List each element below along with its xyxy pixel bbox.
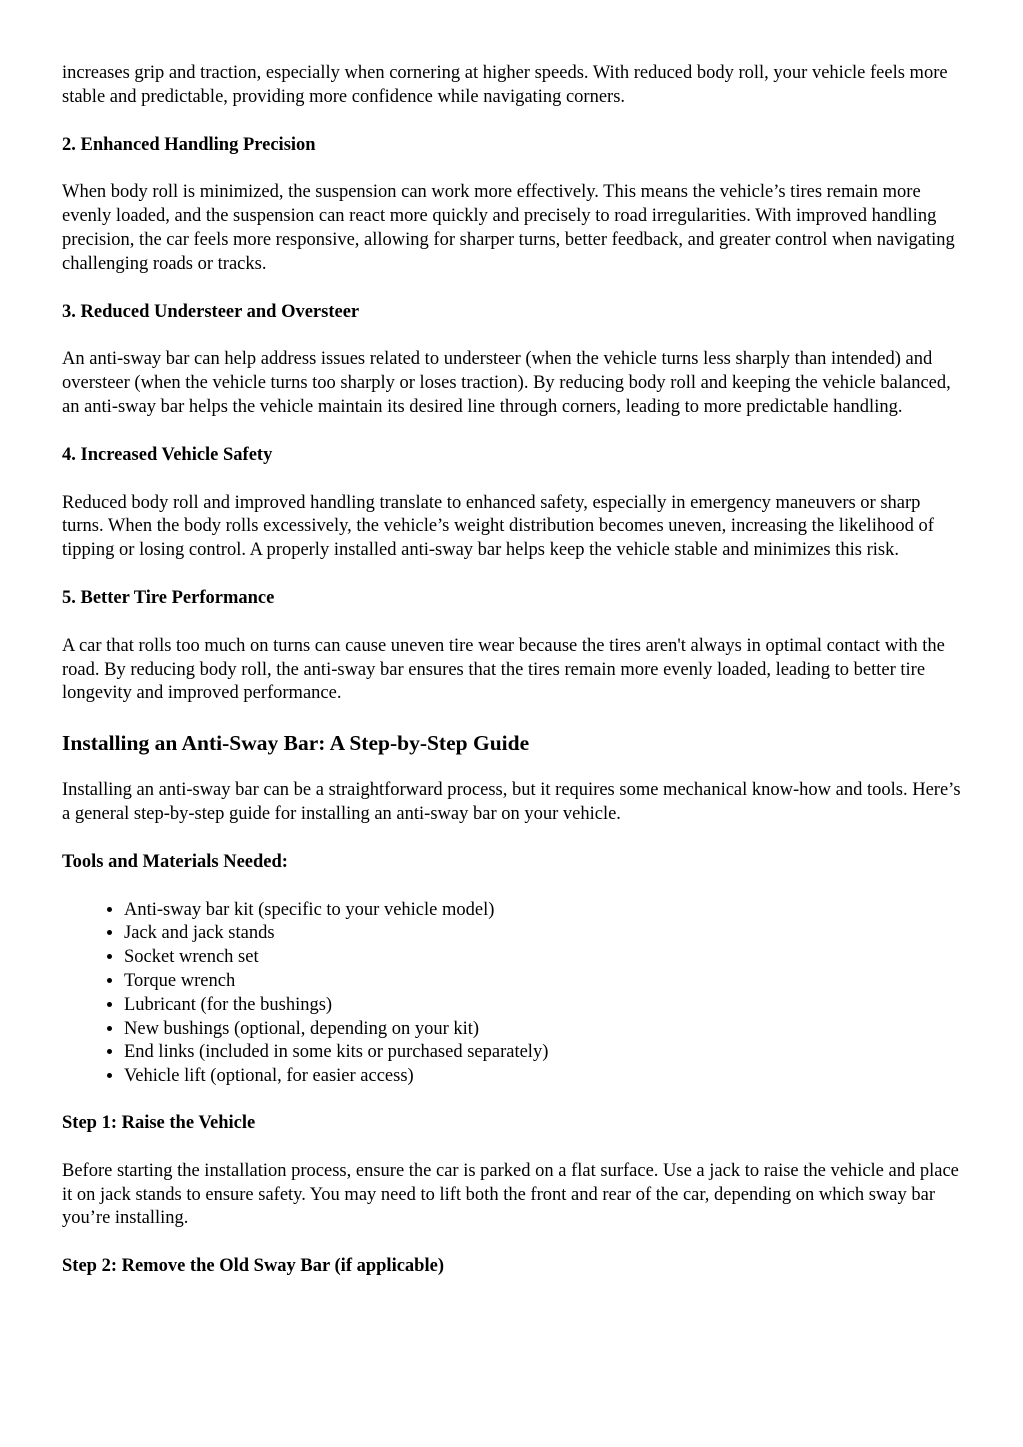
- step1-heading: Step 1: Raise the Vehicle: [62, 1112, 256, 1133]
- section-heading-installing: Installing an Anti-Sway Bar: A Step-by-Step Guide: [62, 731, 530, 756]
- benefit-heading-vehicle-safety: 4. Increased Vehicle Safety: [62, 444, 273, 465]
- install-intro-paragraph: Installing an anti-sway bar can be a straightforward process, but it requires some mechanical know-how and tools. Here’s a general step-by-step guide for installing an anti-sway bar on your vehicle.: [62, 780, 961, 824]
- document-page: [62, 62, 962, 1303]
- list-item: • Lubricant (for the bushings): [124, 994, 962, 1018]
- tools-list: [62, 899, 962, 1089]
- list-item: • Jack and jack stands: [124, 922, 962, 946]
- list-item: • Vehicle lift (optional, for easier access): [124, 1065, 962, 1089]
- benefit-body-understeer-oversteer: An anti-sway bar can help address issues related to understeer (when the vehicle turns less sharply than intended) and oversteer (when the vehicle turns too sharply or loses traction). By reducing body roll and keeping the vehicle balanced, an anti-sway bar helps the vehicle maintain its desired line through corners, leading to more predictable handling.: [62, 349, 951, 417]
- benefit-heading-understeer-oversteer: 3. Reduced Understeer and Oversteer: [62, 301, 360, 322]
- tools-heading: Tools and Materials Needed:: [62, 851, 288, 872]
- intro-fragment-paragraph: increases grip and traction, especially when cornering at higher speeds. With reduced body roll, your vehicle feels more stable and predictable, providing more confidence while navigating corners.: [62, 63, 948, 107]
- list-item: • Socket wrench set: [124, 946, 962, 970]
- list-item: • New bushings (optional, depending on your kit): [124, 1018, 962, 1042]
- benefit-heading-handling-precision: 2. Enhanced Handling Precision: [62, 134, 316, 155]
- benefit-heading-tire-performance: 5. Better Tire Performance: [62, 587, 275, 608]
- step1-body: Before starting the installation process, ensure the car is parked on a flat surface. Use a jack to raise the vehicle and place it on jack stands to ensure safety. You may need to lift both the front and rear of the car, depending on which sway bar you’re installing.: [62, 1160, 959, 1229]
- list-item: • Torque wrench: [124, 970, 962, 994]
- step2-heading: Step 2: Remove the Old Sway Bar (if applicable): [62, 1256, 444, 1277]
- list-item: • End links (included in some kits or purchased separately): [124, 1041, 962, 1065]
- benefit-body-handling-precision: When body roll is minimized, the suspension can work more effectively. This means the vehicle’s tires remain more evenly loaded, and the suspension can react more quickly and precisely to road irregularities. With improved handling precision, the car feels more responsive, allowing for sharper turns, better feedback, and greater control when navigating challenging roads or tracks.: [62, 182, 955, 274]
- benefit-body-vehicle-safety: Reduced body roll and improved handling translate to enhanced safety, especially in emergency maneuvers or sharp turns. When the body rolls excessively, the vehicle’s weight distribution becomes uneven, increasing the likelihood of tipping or losing control. A properly installed anti-sway bar helps keep the vehicle stable and minimizes this risk.: [62, 492, 934, 561]
- list-item: • Anti-sway bar kit (specific to your vehicle model): [124, 899, 962, 923]
- benefit-body-tire-performance: A car that rolls too much on turns can cause uneven tire wear because the tires aren't always in optimal contact with the road. By reducing body roll, the anti-sway bar ensures that the tires remain more evenly loaded, leading to better tire longevity and improved performance.: [62, 635, 945, 704]
